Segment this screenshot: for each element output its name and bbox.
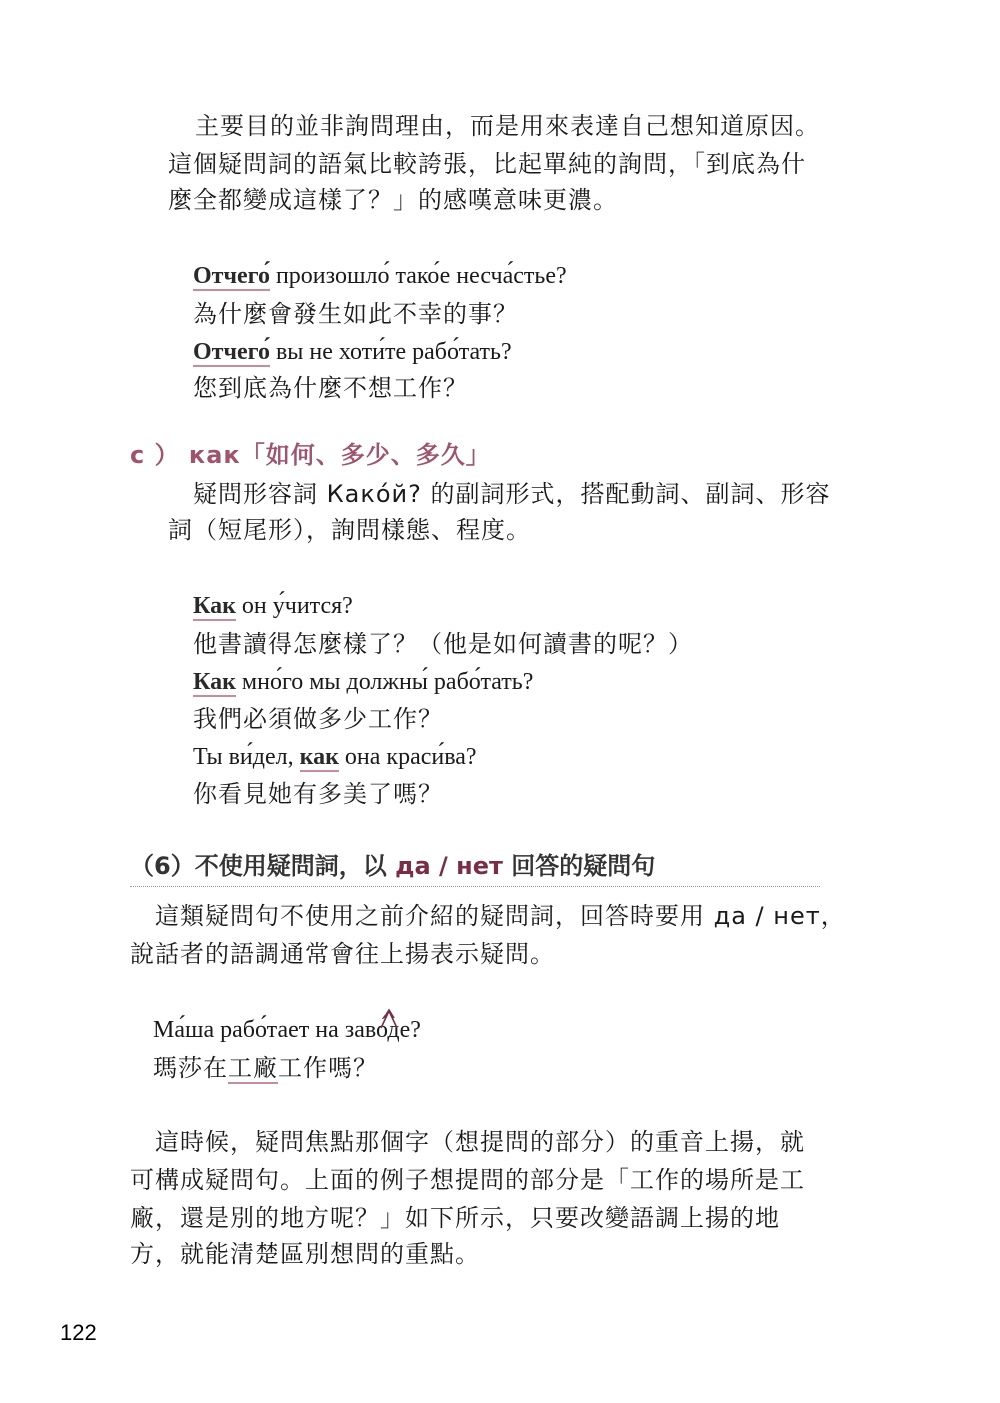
example-otchego-1 [193, 260, 567, 292]
section-6-heading [130, 848, 820, 887]
example-text: он у́чится? [235, 593, 353, 619]
example-masha-translation [153, 1052, 378, 1084]
keyword-otchego: Отчего́ [193, 263, 270, 289]
example-text: Ма́ша рабо́тает на зав [153, 1017, 377, 1043]
stressed-vowel: о́ [376, 1017, 388, 1043]
section-6-line1: 這類疑問句不使用之前介紹的疑問詞，回答時要用 да / нет， [155, 902, 846, 930]
keyword-kak: Как [193, 593, 236, 619]
keyword-kak: как [299, 744, 339, 770]
example-text: она краси́ва? [338, 744, 477, 770]
example-otchego-2 [193, 336, 512, 368]
section-6-heading-pre: （6）不使用疑問詞，以 [130, 852, 396, 880]
example-kak-3 [193, 741, 477, 773]
para-last-line4: 方，就能清楚區別想問的重點。 [130, 1240, 480, 1268]
example-kak-3-translation: 你看見她有多美了嗎？ [193, 780, 443, 808]
keyword-otchego: Отчего́ [193, 339, 270, 365]
underlined-focus-word: 工廠 [228, 1054, 278, 1082]
keyword-kak: Как [193, 669, 236, 695]
section-c-line1: 疑問形容詞 Како́й? 的副詞形式，搭配動詞、副詞、形容 [193, 480, 831, 508]
example-otchego-1-translation: 為什麼會發生如此不幸的事？ [193, 300, 518, 328]
translation-text: 瑪莎在 [153, 1054, 228, 1082]
example-kak-1-translation: 他書讀得怎麼樣了？（他是如何讀書的呢？） [193, 630, 693, 658]
example-text: Ты ви́дел, [193, 744, 300, 770]
rising-intonation-arrow-icon [378, 1006, 402, 1032]
page-number: 122 [60, 1320, 97, 1345]
example-otchego-2-translation: 您到底為什麼不想工作？ [193, 374, 468, 402]
para1-line1: 主要目的並非詢問理由，而是用來表達自己想知道原因。 [195, 112, 820, 140]
para-last-line2: 可構成疑問句。上面的例子想提問的部分是「工作的場所是工 [130, 1166, 805, 1194]
translation-text: 工作嗎？ [278, 1054, 378, 1082]
section-6-heading-accent: да / нет [395, 852, 503, 880]
example-kak-1 [193, 590, 353, 622]
section-c-line2: 詞（短尾形），詢問樣態、程度。 [168, 516, 531, 544]
para-last-line3: 廠，還是別的地方呢？」如下所示，只要改變語調上揚的地 [130, 1204, 780, 1232]
example-kak-2-translation: 我們必須做多少工作？ [193, 705, 443, 733]
example-text: вы не хоти́те рабо́тать? [269, 339, 512, 365]
section-6-heading-post: 回答的疑問句 [502, 852, 656, 880]
example-text: мно́го мы должны́ рабо́тать? [235, 669, 534, 695]
para1-line2: 這個疑問詞的語氣比較誇張，比起單純的詢問，「到底為什 [168, 150, 806, 178]
para1-line3: 麼全都變成這樣了？」的感嘆意味更濃。 [168, 186, 618, 214]
para-last-line1: 這時候，疑問焦點那個字（想提問的部分）的重音上揚，就 [155, 1128, 805, 1156]
example-text: произошло́ тако́е несча́стье? [269, 263, 567, 289]
section-c-heading: c ） как「如何、多少、多久」 [130, 441, 491, 469]
section-6-line2: 說話者的語調通常會往上揚表示疑問。 [130, 940, 555, 968]
example-kak-2 [193, 666, 533, 698]
example-text: де? [387, 1017, 421, 1043]
